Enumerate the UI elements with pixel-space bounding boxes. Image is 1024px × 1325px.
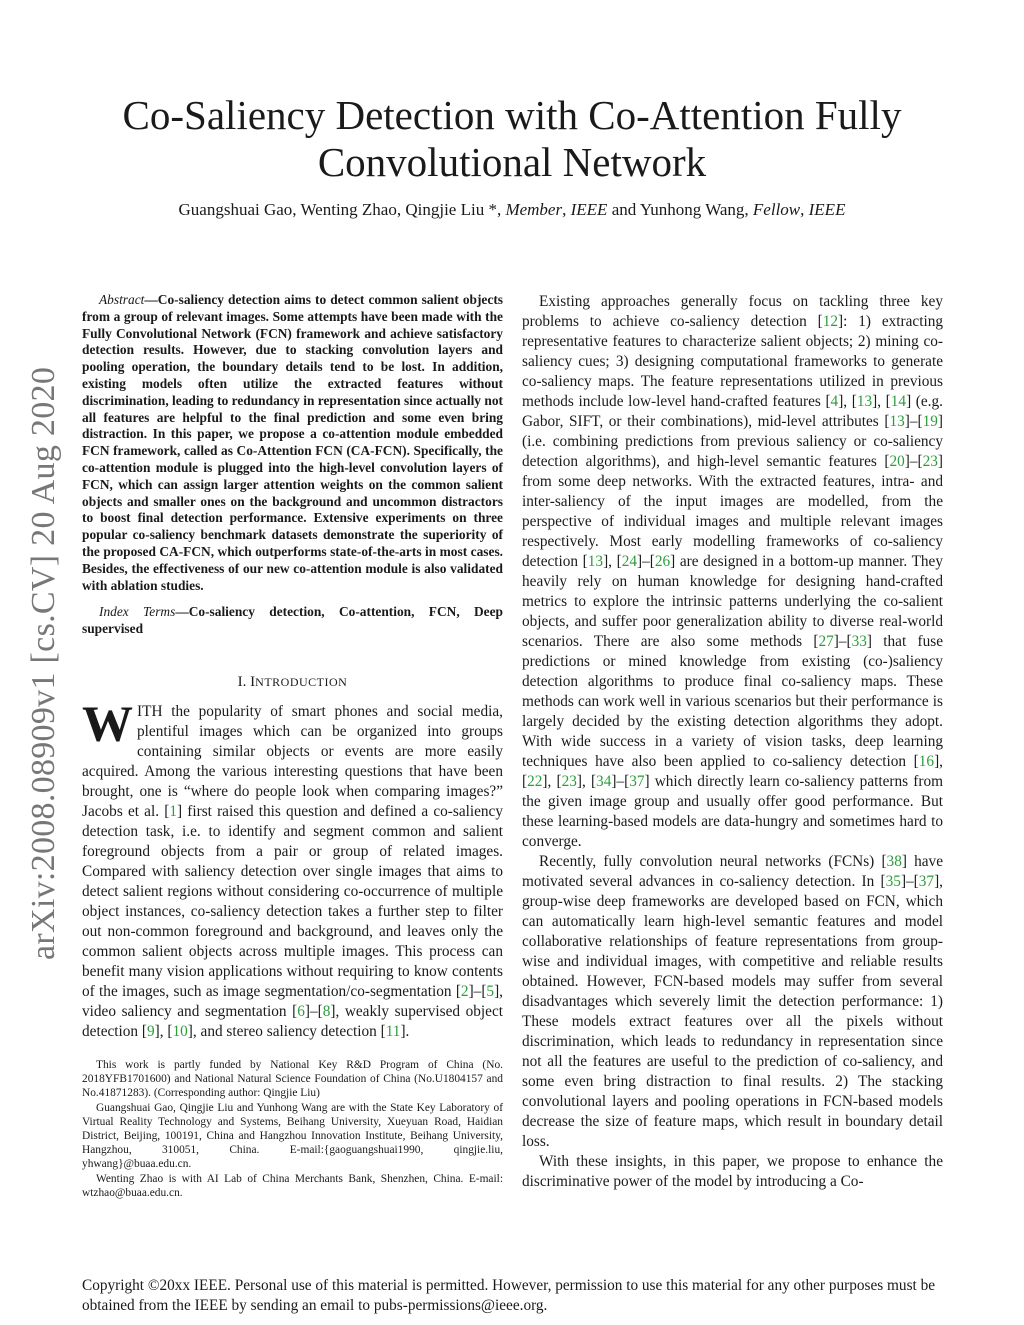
footnote-affiliation: Guangshuai Gao, Qingjie Liu and Yunhong Wang are with the State Key Laboratory of Virtual Reality Technology and Systems, Beihang University, Xueyuan Road, Haidian District, Beijing, 100191, China and Hangzhou Innovation Institute, Beihang University, Hangzhou, 310051, China. E-mail:{gaoguangshuai1990, qingjie.liu, yhwang}@buaa.edu.cn. [82,1101,503,1171]
author-names: Guangshuai Gao, Wenting Zhao, Qingjie Liu [178,200,485,219]
citation-link[interactable]: 12 [822,313,838,330]
citation-link[interactable]: 13 [587,553,604,570]
citation-link[interactable]: 10 [172,1022,188,1040]
body-paragraph: Existing approaches generally focus on tackling three key problems to achieve co-saliency detection [12]: 1) extracting representative features to characterize salient objects; 2) mining co-saliency cues; 3) designing computational frameworks to generate co-saliency maps. The feature representations utilized in previous methods include low-level hand-crafted features [4], [13], [14] (e.g. Gabor, SIFT, or their combinations), mid-level attributes [13]–[19] (i.e. combining predictions from previous saliency or co-saliency detection algorithms), and high-level semantic features [20]–[23] from some deep networks. With the extracted features, intra- and inter-saliency of the input images are modelled, from the perspective of individual images and multiple relevant images respectively. Most early modelling frameworks of co-saliency detection [13], [24]–[26] are designed in a bottom-up manner. They heavily rely on human knowledge for designing hand-crafted metrics to explore the intrinsic patterns underlying the co-salient objects, and suffer poor generalization ability to diverse real-world scenarios. There are also some methods [27]–[33] that fuse predictions or mined knowledge from existing (co-)saliency detection algorithms to produce final co-saliency maps. These methods can work well in various scenarios but their performance is largely decided by the existing detection algorithms they adopt. With wide success in a variety of vision tasks, deep learning techniques have also been applied to co-saliency detection [16], [22], [23], [34]–[37] which directly learn co-saliency patterns from the given image group and usually offer good performance. But these learning-based models are data-hungry and sometimes hard to converge. [522,293,944,850]
index-terms: Index Terms—Co-saliency detection, Co-attention, FCN, Deep supervised [82,604,504,637]
citation-link[interactable]: 33 [851,633,867,650]
citation-link[interactable]: 11 [385,1022,401,1040]
intro-paragraph: WITH the popularity of smart phones and social media, plentiful images which can be organized into groups containing similar objects or events are more easily acquired. Among the various interesting questions that have been brought, one is “where do people look when comparing images?” Jacobs et al. [1] first raised this question and defined a co-saliency detection task, i.e. to identify and segment common and salient foreground objects from a pair or group of related images. Compared with saliency detection over single images that aims to detect salient regions without considering co-occurrence of multiple object instances, co-saliency detection takes a further step to filter out non-common foreground and background, and leaves only the common salient objects across multiple images. This process can benefit many vision applications without requiring to know contents of the images, such as image segmentation/co-segmentation [2]–[5], video saliency and segmentation [6]–[8], weakly supervised object detection [9], [10], and stereo saliency detection [11]. [82,696,503,1040]
index-terms-text: Co-saliency detection, Co-attention, FCN, Deep supervised [82,604,504,637]
copyright-symbol: © [147,1277,160,1294]
membership-grade: Member [505,200,563,219]
footnote-affiliation-2: Wenting Zhao is with AI Lab of China Merchants Bank, Shenzhen, China. E-mail: wtzhao@buaa.edu.cn. [82,1172,503,1199]
citation-link[interactable]: 34 [596,773,612,790]
citation-link[interactable]: 20 [889,453,905,470]
citation-link[interactable]: 8 [322,1002,331,1020]
citation-link[interactable]: 4 [830,393,839,410]
citation-link[interactable]: 38 [886,853,902,870]
author-line: Guangshuai Gao, Wenting Zhao, Qingjie Liu *, Member, IEEE and Yunhong Wang, Fellow, IEEE [178,200,846,219]
fellow-grade: Fellow [752,200,801,219]
citation-link[interactable]: 1 [169,802,177,820]
citation-link[interactable]: 16 [918,753,935,770]
body-paragraph: Recently, fully convolution neural networks (FCNs) [38] have motivated several advances in co-saliency detection. In [35]–[37], group-wise deep frameworks are developed based on FCN, which can automatically learn high-level semantic features and model collaborative relationships of feature representations from group-wise and individual images, with competitive and reliable results obtained. However, FCN-based models may suffer from several disadvantages which severely limit the detection performance: 1) These models extract features over all the pixels without discrimination, which leads to redundancy in representation since not all the features are useful to the prediction of co-saliency, and some even bring distraction to final results. 2) The stacking convolutional layers and pooling operations in FCN-based models decrease the size of feature maps, which result in boundary detail loss. [522,853,943,1150]
arxiv-identifier-stamp: arXiv:2008.08909v1 [cs.CV] 20 Aug 2020 [25,366,62,960]
footnotes [82,1058,503,1200]
abstract-label: Abstract [99,292,145,307]
abstract: Abstract—Co-saliency detection aims to detect common salient objects from a group of relevant images. Some attempts have been made with the Fully Convolutional Network (FCN) framework and achieve satisfactory detection results. However, due to stacking convolution layers and pooling operation, the boundary details tend to be lost. In addition, existing models often utilize the extracted features without discrimination, leading to redundancy in representation since actually not all features are helpful to the final prediction and some even bring distraction. In this paper, we propose a co-attention module embedded FCN framework, called as Co-Attention FCN (CA-FCN). Specifically, the co-attention module is plugged into the high-level convolution layers of FCN, which can assign larger attention weights on the common salient objects and smaller ones on the background and uncommon distractors to boost final detection performance. Extensive experiments on three popular co-saliency benchmark datasets demonstrate the superiority of the proposed CA-FCN, which outperforms state-of-the-arts in most cases. Besides, the effectiveness of our new co-attention module is also validated with ablation studies. [82,292,503,593]
citation-link[interactable]: 14 [890,393,907,410]
citation-link[interactable]: 26 [654,553,671,570]
citation-link[interactable]: 23 [561,773,577,790]
citation-link[interactable]: 37 [629,773,645,790]
index-terms-label: Index Terms [99,604,176,620]
citation-link[interactable]: 24 [621,553,637,570]
citation-link[interactable]: 6 [297,1002,305,1020]
right-column [522,292,943,1192]
citation-link[interactable]: 5 [486,982,495,1000]
citation-link[interactable]: 22 [527,773,543,790]
abstract-text: Co-saliency detection aims to detect common salient objects from a group of relevant images. Some attempts have been made with the Fully Convolutional Network (FCN) framework and achieve satisfactory detection results. However, due to stacking convolution layers and pooling operation, the boundary details tend to be lost. In addition, existing models often utilize the extracted features without discrimination, leading to redundancy in representation since actually not all features are helpful to the final prediction and some even bring distraction. In this paper, we propose a co-attention module embedded FCN framework, called as Co-Attention FCN (CA-FCN). Specifically, the co-attention module is plugged into the high-level convolution layers of FCN, which can assign larger attention weights on the common salient objects and smaller ones on the background and uncommon distractors to boost final detection performance. Extensive experiments on three popular co-saliency benchmark datasets demonstrate the superiority of the proposed CA-FCN, which outperforms state-of-the-arts in most cases. Besides, the effectiveness of our new co-attention module is also validated with ablation studies. [82,292,503,593]
corresponding-author-mark: *, [484,200,506,219]
body-paragraph: With these insights, in this paper, we propose to enhance the discriminative power of the model by introducing a Co- [522,1153,943,1190]
citation-link[interactable]: 27 [818,633,834,650]
citation-link[interactable]: 19 [922,413,938,430]
footnote-funding: This work is partly funded by National Key R&D Program of China (No. 2018YFB1701600) and National Natural Science Foundation of China (No.U1804157 and No.41871283). (Corresponding author: Qingjie Liu) [82,1058,503,1100]
citation-link[interactable]: 37 [918,873,935,890]
left-column [82,292,503,1200]
copyright-notice: Copyright ©20xx IEEE. Personal use of this material is permitted. However, permission to use this material for any other purposes must be obtained from the IEEE by sending an email to pubs-permissions@ieee.org. [82,1277,936,1314]
paper-title: Co-Saliency Detection with Co-Attention Fully Convolutional Network [122,92,902,185]
membership-org: IEEE [570,200,608,219]
citation-link[interactable]: 13 [856,393,873,410]
citation-link[interactable]: 23 [922,453,938,470]
author-names-2: and Yunhong Wang, [607,200,753,219]
drop-cap: W [82,696,133,753]
citation-link[interactable]: 13 [889,413,905,430]
citation-link[interactable]: 9 [146,1022,155,1040]
section-heading-introduction: I. INTRODUCTION [237,673,348,690]
citation-link[interactable]: 2 [460,982,469,1000]
fellow-org: IEEE [808,200,846,219]
citation-link[interactable]: 35 [885,873,901,890]
